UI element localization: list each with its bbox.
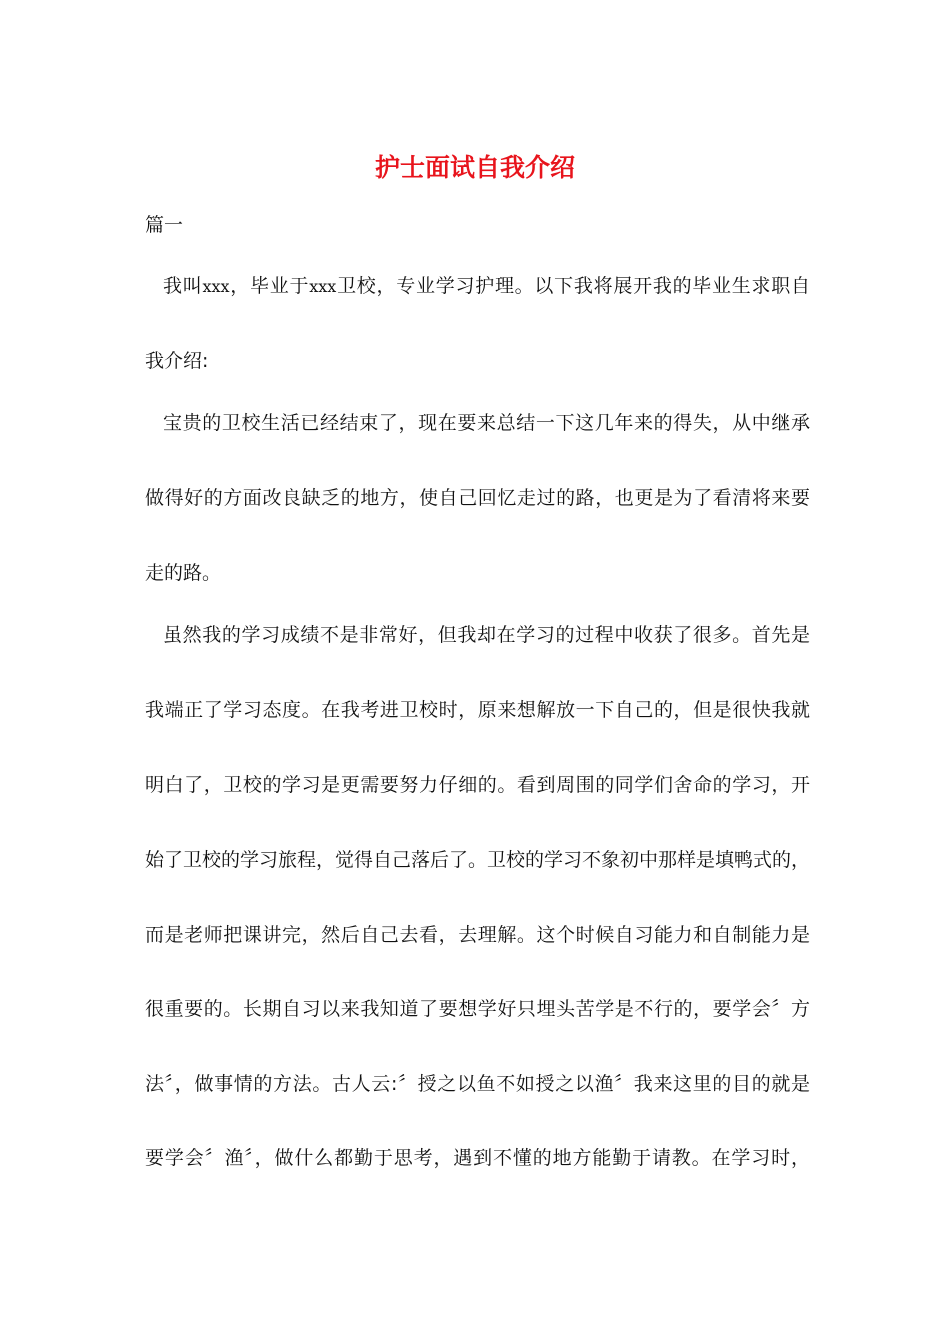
- name-placeholder: xxx: [202, 277, 230, 296]
- paragraph-2-line-3: 走的路。: [145, 562, 222, 584]
- paragraph-3-line-1: 虽然我的学习成绩不是非常好，但我却在学习的过程中收获了很多。首先是: [163, 624, 810, 646]
- paragraph-3-line-2: 我端正了学习态度。在我考进卫校时，原来想解放一下自己的，但是很快我就: [145, 699, 810, 721]
- paragraph-1-line-2: 我介绍:: [145, 350, 209, 372]
- paragraph-3-line-8: 要学会〞渔〞，做什么都勤于思考，遇到不懂的地方能勤于请教。在学习时，: [145, 1147, 810, 1169]
- paragraph-2-line-2: 做得好的方面改良缺乏的地方，使自己回忆走过的路，也更是为了看清将来要: [145, 487, 810, 509]
- paragraph-1-line-1: [163, 271, 810, 302]
- paragraph-3-line-6: 很重要的。长期自习以来我知道了要想学好只埋头苦学是不行的，要学会〞方: [145, 998, 810, 1020]
- paragraph-3-line-3: 明白了，卫校的学习是更需要努力仔细的。看到周围的同学们舍命的学习，开: [145, 774, 810, 796]
- paragraph-3-line-5: 而是老师把课讲完，然后自己去看，去理解。这个时候自习能力和自制能力是: [145, 924, 810, 946]
- paragraph-2-line-1: 宝贵的卫校生活已经结束了，现在要来总结一下这几年来的得失，从中继承: [163, 412, 810, 434]
- section-heading: 篇一: [145, 214, 184, 236]
- text-segment: 我叫: [163, 275, 203, 297]
- text-segment: 卫校，专业学习护理。以下我将展开我的毕业生求职自: [336, 275, 810, 297]
- paragraph-3-line-4: 始了卫校的学习旅程，觉得自己落后了。卫校的学习不象初中那样是填鸭式的，: [145, 849, 811, 871]
- paragraph-3-line-7: 法〞，做事情的方法。古人云:〞授之以鱼不如授之以渔〞我来这里的目的就是: [145, 1073, 810, 1095]
- text-segment: ，毕业于: [229, 275, 310, 297]
- document-title: 护士面试自我介绍: [374, 153, 575, 182]
- school-placeholder: xxx: [309, 277, 337, 296]
